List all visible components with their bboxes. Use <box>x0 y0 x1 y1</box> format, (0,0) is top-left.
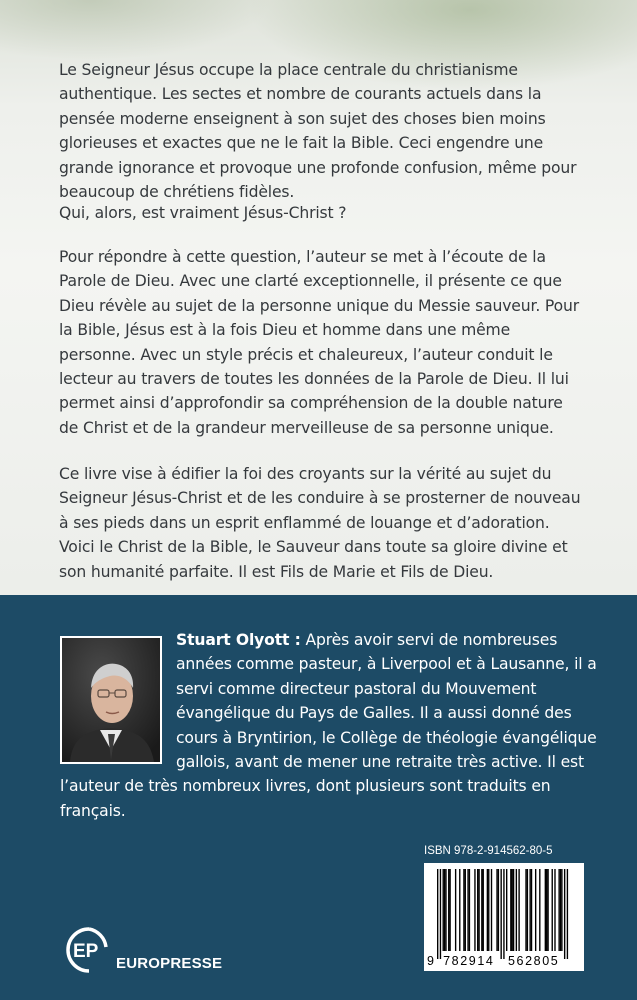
barcode-bar <box>487 869 488 951</box>
author-bio <box>60 628 600 823</box>
publisher-name: EUROPRESSE <box>116 955 223 972</box>
barcode-bar <box>491 869 492 951</box>
barcode-bar <box>478 869 479 951</box>
barcode-bar <box>510 869 511 951</box>
barcode-bar <box>503 869 504 959</box>
barcode-bar <box>481 869 482 951</box>
barcode-bar <box>558 869 559 951</box>
barcode-bar <box>488 869 489 951</box>
barcode-bar <box>561 869 562 951</box>
barcode-bar <box>535 869 536 951</box>
barcode-bar <box>531 869 532 951</box>
barcode-bar <box>437 869 438 959</box>
barcode-bar <box>516 869 517 951</box>
barcode-bar <box>474 869 475 951</box>
barcode-bar <box>560 869 561 951</box>
isbn-label: ISBN 978-2-914562-80-5 <box>424 845 553 857</box>
barcode-bar <box>554 869 555 951</box>
barcode-bar <box>444 869 445 951</box>
barcode-digits-right: 562805 <box>508 954 560 968</box>
barcode-bar <box>448 869 449 951</box>
barcode-bar <box>465 869 466 951</box>
barcode-bar <box>467 869 468 951</box>
barcode-bar <box>455 869 456 951</box>
barcode-bar <box>483 869 484 951</box>
author-bio-text: Après avoir servi de nombreuses années comme pasteur, à Liverpool et à Lausanne, il a servi comme directeur pastoral du Mouvement évangélique du Pays de Galles. Il a aussi donné des cours à Bryntirion, le Collège de théologie évangélique gallois, avant de mener une retraite très active. Il est l’auteur de très nombreux livres, dont plusieurs sont traduits en français. <box>60 631 597 820</box>
blurb-paragraph-1: Le Seigneur Jésus occupe la place centrale du christianisme authentique. Les sectes et nombre de courants actuels dans la pensée moderne enseignent à son sujet des choses bien moins glorieuses et exactes que ne le fait la Bible. Ceci engendre une grande ignorance et provoque une profonde confusion, même pour beaucoup de chrétiens fidèles. <box>59 61 577 202</box>
barcode-bar <box>469 869 470 951</box>
barcode-bar <box>525 869 526 951</box>
barcode-bar <box>552 869 553 951</box>
publisher-logo <box>62 925 252 975</box>
author-panel <box>0 595 637 1000</box>
barcode-bar <box>445 869 446 951</box>
barcode-bar <box>546 869 547 951</box>
barcode-bar <box>539 869 540 951</box>
barcode-bar <box>440 869 441 959</box>
blurb-paragraph-2: Pour répondre à cette question, l’auteur se met à l’écoute de la Parole de Dieu. Avec une clarté exceptionnelle, il présente ce que Dieu révèle au sujet de la personne unique du Messie sauveur. Pour la Bible, Jésus est à la fois Dieu et homme dans une même personne. Avec un style précis et chaleureux, l’auteur conduit le lecteur au travers de toutes les données de la Parole de Dieu. Il lui permet ainsi d’approfondir sa compréhension de la double nature de Christ et de la grandeur merveilleuse de sa personne unique. <box>59 248 580 437</box>
blurb-paragraph-3: Ce livre vise à édifier la foi des croyants sur la vérité au sujet du Seigneur Jésus-Christ et de les conduire à se prosterner de nouveau à ses pieds dans un esprit enflammé de louange et d’adoration. Voici le Christ de la Bible, le Sauveur dans toute sa gloire divine et son humanité parfaite. Il est Fils de Marie et Fils de Dieu. <box>59 465 581 581</box>
barcode-bar <box>564 869 565 959</box>
logo-initials: EP <box>73 941 99 962</box>
barcode-bar <box>518 869 519 951</box>
barcode-bar <box>449 869 450 951</box>
barcode-bar <box>477 869 478 951</box>
barcode-bar <box>463 869 464 951</box>
isbn-block <box>424 845 584 973</box>
barcode-digit-lead: 9 <box>427 954 436 968</box>
barcode-bar <box>513 869 514 951</box>
barcode-bar <box>498 869 499 951</box>
barcode-bar <box>567 869 568 959</box>
author-name: Stuart Olyott : <box>176 631 301 649</box>
barcode-bar <box>527 869 528 951</box>
barcode-bar <box>443 869 444 951</box>
barcode <box>424 863 584 971</box>
barcode-bar <box>529 869 530 951</box>
barcode-digits-left: 782914 <box>443 954 495 968</box>
barcode-bar <box>459 869 460 951</box>
blurb-question: Qui, alors, est vraiment Jésus-Christ ? <box>59 204 347 222</box>
barcode-bar <box>500 869 501 959</box>
europresse-logo-icon <box>62 925 112 975</box>
barcode-bar <box>545 869 546 951</box>
barcode-bar <box>496 869 497 951</box>
barcode-bar <box>512 869 513 951</box>
barcode-bar <box>547 869 548 951</box>
barcode-bar <box>506 869 507 951</box>
